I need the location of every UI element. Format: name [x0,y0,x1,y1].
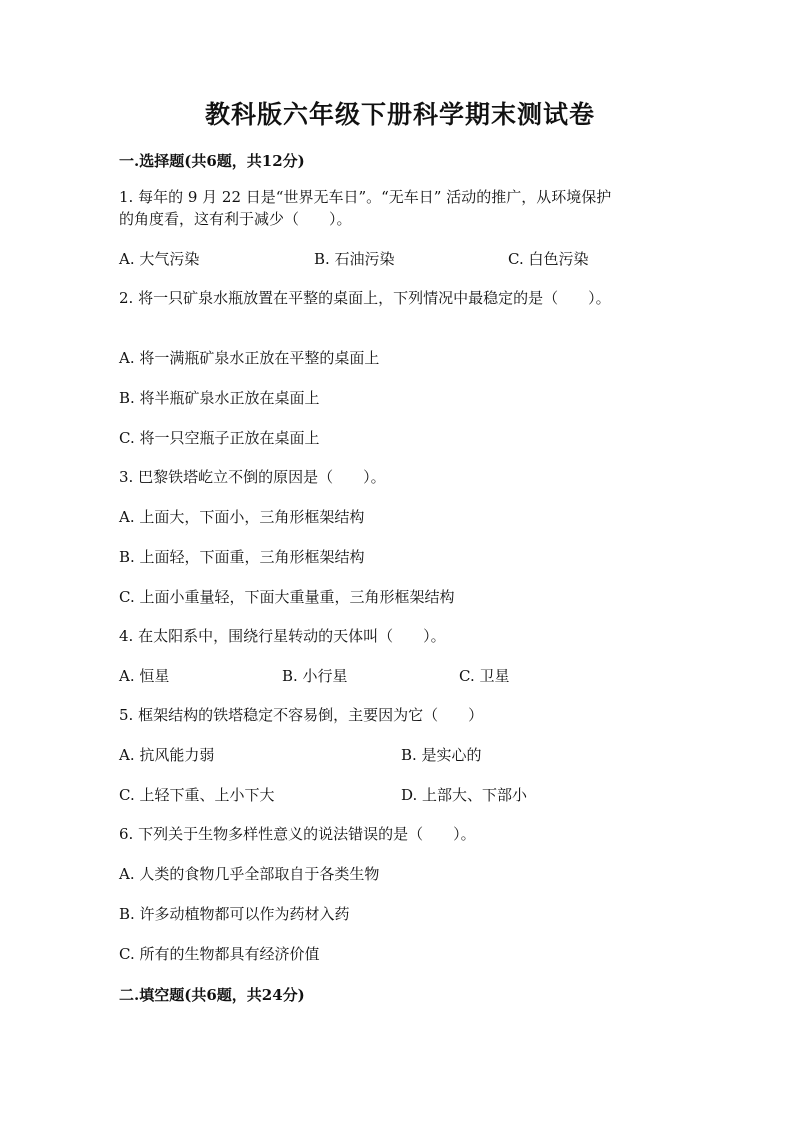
question-5-option-b: B. 是实心的 [401,746,482,764]
question-3-option-c: C. 上面小重量轻，下面大重量重，三角形框架结构 [119,588,455,606]
question-1-stem-line1: 1. 每年的 9 月 22 日是“世界无车日”。“无车日” 活动的推广，从环境保护 [119,188,612,206]
question-1-option-b: B. 石油污染 [314,250,395,268]
question-5-stem: 5. 框架结构的铁塔稳定不容易倒，主要因为它（ ） [119,706,484,724]
question-3-stem: 3. 巴黎铁塔屹立不倒的原因是（ ）。 [119,468,386,486]
question-1-option-c: C. 白色污染 [508,250,589,268]
question-6-option-b: B. 许多动植物都可以作为药材入药 [119,905,350,923]
question-6-stem: 6. 下列关于生物多样性意义的说法错误的是（ ）。 [119,825,476,843]
question-1-option-a: A. 大气污染 [119,250,200,268]
question-5-option-c: C. 上轻下重、上小下大 [119,786,275,804]
question-5-option-d: D. 上部大、下部小 [401,786,528,804]
question-2-option-c: C. 将一只空瓶子正放在桌面上 [119,429,320,447]
question-2-option-b: B. 将半瓶矿泉水正放在桌面上 [119,389,320,407]
question-4-option-c: C. 卫星 [459,667,510,685]
page-title: 教科版六年级下册科学期末测试卷 [204,100,595,129]
section-heading-choice: 一.选择题(共6题，共12分) [119,152,305,170]
question-2-option-a: A. 将一满瓶矿泉水正放在平整的桌面上 [119,349,380,367]
question-4-option-b: B. 小行星 [282,667,348,685]
question-1-stem-line2: 的角度看，这有利于减少（ ）。 [119,210,352,228]
question-3-option-b: B. 上面轻，下面重，三角形框架结构 [119,548,365,566]
question-6-option-a: A. 人类的食物几乎全部取自于各类生物 [119,865,380,883]
question-2-stem: 2. 将一只矿泉水瓶放置在平整的桌面上，下列情况中最稳定的是（ ）。 [119,289,611,307]
section-heading-fill-blank: 二.填空题(共6题，共24分) [119,986,305,1004]
question-3-option-a: A. 上面大，下面小，三角形框架结构 [119,508,365,526]
question-4-option-a: A. 恒星 [119,667,170,685]
question-4-stem: 4. 在太阳系中，围绕行星转动的天体叫（ ）。 [119,627,446,645]
question-6-option-c: C. 所有的生物都具有经济价值 [119,945,320,963]
question-5-option-a: A. 抗风能力弱 [119,746,215,764]
